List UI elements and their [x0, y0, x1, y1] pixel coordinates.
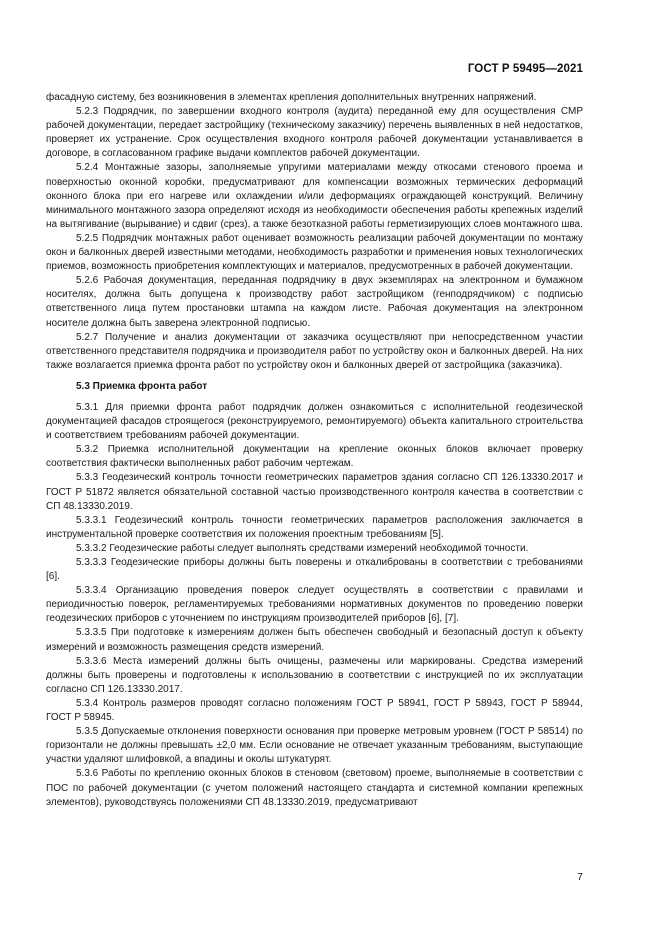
- paragraph-5-2-6: 5.2.6 Рабочая документация, переданная подрядчику в двух экземплярах на электронном и бумажном носителях, должна быть допущена к производству работ застройщиком (генподрядчиком) с подписью ответственного лица путем простановки штампа на каждом листе. Рабочая документация на электронном носителе должна быть заверена электронной подписью.: [46, 275, 583, 329]
- paragraph-5-3-3: 5.3.3 Геодезический контроль точности геометрических параметров здания согласно СП 126.13330.2017 и ГОСТ Р 51872 является обязательной составной частью производственного контроля качества в соответствии с СП 48.13330.2019.: [46, 472, 583, 512]
- page-number: 7: [577, 871, 583, 883]
- section-heading-5-3: 5.3 Приемка фронта работ: [76, 380, 208, 392]
- paragraph-5-3-3-5: 5.3.3.5 При подготовке к измерениям должен быть обеспечен свободный и безопасный доступ к объекту измерений и возможность размещения средств измерений.: [46, 627, 583, 653]
- paragraph-5-3-3-3: 5.3.3.3 Геодезические приборы должны быть поверены и откалиброваны в соответствии с требованиями [6].: [46, 557, 583, 583]
- paragraph-5-3-2: 5.3.2 Приемка исполнительной документации на крепление оконных блоков включает проверку соответствия фактически выполненных работ рабочим чертежам.: [46, 444, 583, 470]
- document-body: [46, 91, 583, 810]
- paragraph-5-3-3-4: 5.3.3.4 Организацию проведения поверок следует осуществлять в соответствии с правилами и периодичностью поверок, регламентируемых требованиями нормативных документов по проведению поверки геодезических приборов с уточнением по инструкциям производителей приборов [6], [7].: [46, 585, 583, 625]
- paragraph-5-3-3-6: 5.3.3.6 Места измерений должны быть очищены, размечены или маркированы. Средства измерений должны быть проверены и подготовлены к использованию в соответствии с инструкцией по их эксплуатации согласно СП 126.13330.2017.: [46, 655, 583, 695]
- paragraph-5-3-4: 5.3.4 Контроль размеров проводят согласно положениям ГОСТ Р 58941, ГОСТ Р 58943, ГОСТ Р 58944, ГОСТ Р 58945.: [46, 697, 583, 724]
- paragraph-5-2-7: 5.2.7 Получение и анализ документации от заказчика осуществляют при непосредственном участии ответственного представителя подрядчика и производителя работ по устройству окон и балконных дверей. На них также возлагается приемка фронта работ по устройству окон и балконных дверей от застройщика (заказчика).: [46, 331, 583, 371]
- paragraph-5-3-1: 5.3.1 Для приемки фронта работ подрядчик должен ознакомиться с исполнительной геодезической документацией фасадов строящегося (реконструируемого, ремонтируемого) объекта капитального строительства и соответствием требованиям рабочей документации.: [46, 401, 583, 442]
- paragraph-5-2-3: 5.2.3 Подрядчик, по завершении входного контроля (аудита) переданной ему для осуществления СМР рабочей документации, передает застройщику (техническому заказчику) перечень выявленных в ней недостатков, проверяет их устранение. Срок осуществления входного контроля рабочей документации устанавливается в договоре, в согласованном графике выдачи комплектов рабочей документации.: [46, 106, 583, 160]
- paragraph-5-3-3-2: 5.3.3.2 Геодезические работы следует выполнять средствами измерений необходимой точности.: [76, 542, 529, 554]
- paragraph: фасадную систему, без возникновения в элементах крепления дополнительных внутренних напряжений.: [46, 92, 537, 103]
- paragraph-5-2-4: 5.2.4 Монтажные зазоры, заполняемые упругими материалами между откосами стенового проема и поверхностью оконной коробки, предусматривают для компенсации возможных термических деформаций оконного блока при его нагреве или охлаждении и/или деформациях ограждающей конструкций. Величину минимального монтажного зазора определяют исходя из необходимости обеспечения работы крепежных изделий на вытягивание (вырывание) и сдвиг (срез), а также безотказной работы герметизирующих слоев монтажного шва.: [46, 162, 583, 230]
- paragraph-5-3-6: 5.3.6 Работы по креплению оконных блоков в стеновом (световом) проеме, выполняемые в соответствии с ПОС по рабочей документации (с учетом положений настоящего стандарта и системной компании крепежных элементов), руководствуясь положениями СП 48.13330.2019, предусматривают: [46, 768, 583, 808]
- paragraph-5-2-5: 5.2.5 Подрядчик монтажных работ оценивает возможность реализации рабочей документации по монтажу окон и балконных дверей известными методами, необходимость разработки и применения новых технологических приемов, возможность приобретения комплектующих и материалов, предусмотренных в рабочей документации.: [46, 232, 583, 273]
- paragraph-5-3-3-1: 5.3.3.1 Геодезический контроль точности геометрических параметров расположения заключается в инструментальной проверке соответствия их положения проектным требованиям [5].: [46, 514, 583, 540]
- paragraph-5-3-5: 5.3.5 Допускаемые отклонения поверхности основания при проверке метровым уровнем (ГОСТ Р 58514) по горизонтали не должны превышать ±2,0 мм. Если основание не отвечает указанным требованиям, выступающие участки удаляют шлифовкой, а впадины и околы штукатурят.: [46, 726, 583, 766]
- document-code: ГОСТ Р 59495—2021: [467, 63, 583, 75]
